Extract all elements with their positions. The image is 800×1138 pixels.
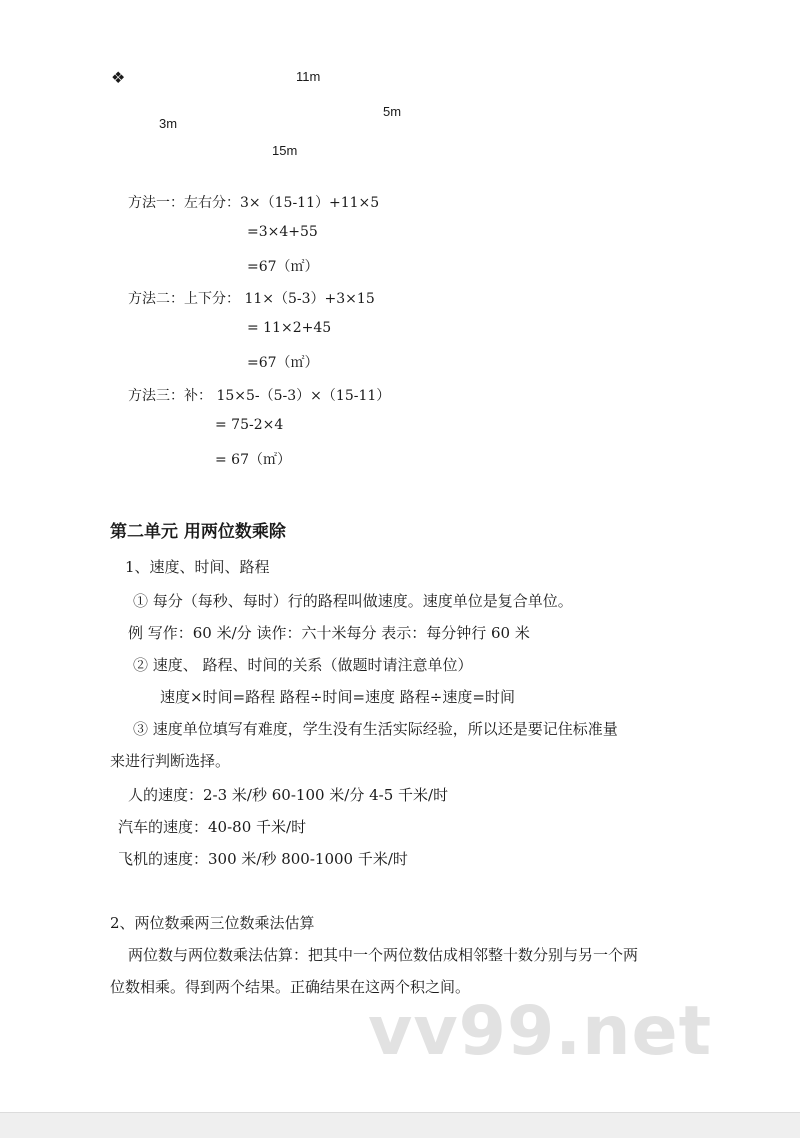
paragraph-plane-speed: 飞机的速度：300 米/秒 800-1000 千米/时 (118, 850, 408, 868)
paragraph-formulas: 速度×时间=路程 路程÷时间=速度 路程÷速度=时间 (160, 688, 515, 706)
paragraph-example: 例 写作：60 米/分 读作：六十米每分 表示：每分钟行 60 米 (128, 624, 530, 642)
method-one-line-1: 方法一：左右分：3×（15-11）+11×5 (128, 195, 380, 211)
paragraph-speed-definition: ① 每分（每秒、每时）行的路程叫做速度。速度单位是复合单位。 (133, 592, 573, 610)
figure-label-bottom: 15m (272, 143, 298, 158)
figure-label-top: 11m (296, 69, 321, 84)
figure-label-left: 3m (159, 116, 178, 131)
method-two-line-1: 方法二：上下分： 11×（5-3）+3×15 (128, 291, 375, 307)
paragraph-relations: ② 速度、 路程、时间的关系（做题时请注意单位） (133, 656, 473, 674)
paragraph-car-speed: 汽车的速度：40-80 千米/时 (118, 818, 307, 836)
method-three-line-1: 方法三：补： 15×5-（5-3）×（15-11） (128, 388, 391, 404)
method-three-line-2: = 75-2×4 (215, 417, 284, 433)
section-2-title: 2、两位数乘两三位数乘法估算 (110, 914, 315, 932)
method-three-line-3: = 67（㎡） (215, 452, 291, 468)
paragraph-units-note-2: 来进行判断选择。 (110, 752, 231, 770)
paragraph-human-speed: 人的速度：2-3 米/秒 60-100 米/分 4-5 千米/时 (128, 786, 449, 804)
paragraph-units-note-1: ③ 速度单位填写有难度，学生没有生活实际经验，所以还是要记住标准量 (133, 720, 618, 738)
method-one-line-3: =67（㎡） (247, 259, 319, 275)
paragraph-estimation-2: 位数相乘。得到两个结果。正确结果在这两个积之间。 (110, 978, 471, 996)
watermark-text: vv99.net (368, 992, 713, 1071)
figure-label-right: 5m (383, 104, 402, 119)
method-two-line-3: =67（㎡） (247, 355, 319, 371)
unit-heading: 第二单元 用两位数乘除 (110, 522, 286, 542)
method-two-line-2: = 11×2+45 (247, 320, 332, 336)
paragraph-estimation-1: 两位数与两位数乘法估算：把其中一个两位数估成相邻整十数分别与另一个两 (128, 946, 639, 964)
method-one-line-2: =3×4+55 (247, 224, 318, 240)
page-bottom-edge (0, 1112, 800, 1138)
bullet-icon: ❖ (111, 68, 126, 87)
section-1-title: 1、速度、时间、路程 (125, 558, 270, 576)
